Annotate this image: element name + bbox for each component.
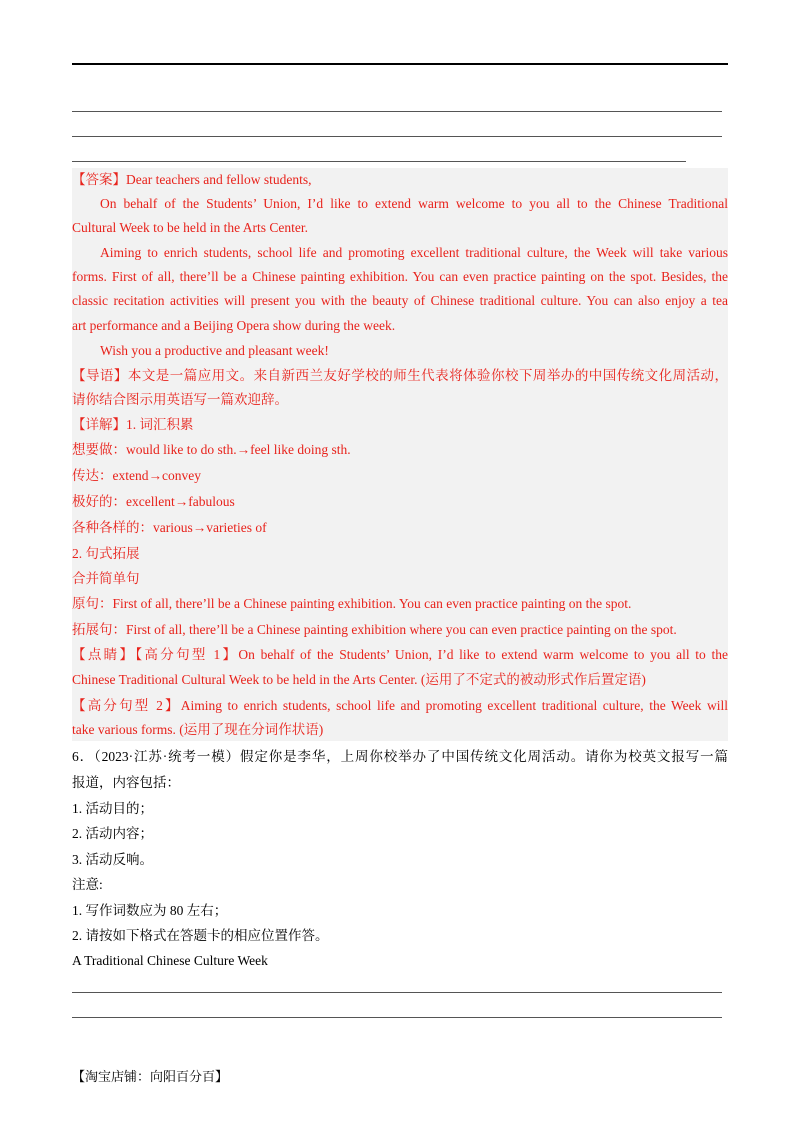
top-rule	[72, 63, 728, 65]
answer-line-4	[72, 992, 722, 993]
answer-para1-line2: Cultural Week to be held in the Arts Center.	[72, 220, 308, 235]
answer-closing: Wish you a productive and pleasant week!	[100, 343, 329, 358]
extended-sentence: 拓展句：First of all, there’ll be a Chinese painting exhibition where you can even practice painting on the spot.	[72, 622, 677, 637]
note-title: 注意:	[72, 877, 103, 892]
content-item-1: 1. 活动目的；	[72, 801, 153, 816]
question-6-line1: 6．（2023·江苏·统考一模）假定你是李华，上周你校举办了中国传统文化周活动。请你为校英文报写一篇	[72, 749, 728, 764]
note-item-2: 2. 请按如下格式在答题卡的相应位置作答。	[72, 928, 329, 943]
point-line2: Chinese Traditional Cultural Week to be held in the Arts Center. (运用了不定式的被动形式作后置定语)	[72, 672, 646, 687]
point-line4: take various forms. (运用了现在分词作状语)	[72, 722, 324, 737]
answer-para2-line2: forms. First of all, there’ll be a Chinese painting exhibition. You can even practice painting on the spot. Besides, the	[72, 269, 728, 284]
footer-shop-label: 【淘宝店铺：向阳百分百】	[72, 1070, 229, 1085]
answer-greeting: 【答案】Dear teachers and fellow students,	[72, 172, 312, 187]
answer-line-5	[72, 1017, 722, 1018]
guide-line1: 【导语】本文是一篇应用文。来自新西兰友好学校的师生代表将体验你校下周举办的中国传统文化周活动，	[72, 368, 728, 383]
answer-para2-line4: art performance and a Beijing Opera show during the week.	[72, 318, 396, 333]
vocab-item-1: 想要做：would like to do sth.→feel like doing sth.	[72, 442, 351, 457]
vocab-item-2: 传达：extend→convey	[72, 468, 201, 483]
detail-title: 【详解】1. 词汇积累	[72, 417, 194, 432]
essay-heading: A Traditional Chinese Culture Week	[72, 953, 268, 968]
original-sentence: 原句：First of all, there’ll be a Chinese painting exhibition. You can even practice painting on the spot.	[72, 596, 632, 611]
point-line1: 【点睛】【高分句型 1】On behalf of the Students’ Union, I’d like to extend warm welcome to you all to the	[72, 647, 728, 662]
vocab-item-4: 各种各样的：various→varieties of	[72, 520, 267, 535]
guide-line2: 请你结合图示用英语写一篇欢迎辞。	[72, 392, 288, 407]
content-item-3: 3. 活动反响。	[72, 852, 153, 867]
answer-line-2	[72, 136, 722, 137]
vocab-item-3: 极好的：excellent→fabulous	[72, 494, 235, 509]
content-item-2: 2. 活动内容；	[72, 826, 153, 841]
question-6-line2: 报道，内容包括：	[72, 775, 180, 790]
note-item-1: 1. 写作词数应为 80 左右；	[72, 903, 228, 918]
point-line3: 【高分句型 2】Aiming to enrich students, school life and promoting excellent traditional culture, the Week will	[72, 698, 728, 713]
answer-para1-line1: On behalf of the Students’ Union, I’d like to extend warm welcome to you all to the Chinese Traditional	[100, 196, 728, 211]
answer-para2-line3: classic recitation activities will present you with the beauty of Chinese traditional culture. You can also enjoy a tea	[72, 293, 728, 308]
answer-line-1	[72, 111, 722, 112]
answer-line-3	[72, 161, 686, 162]
answer-para2-line1: Aiming to enrich students, school life and promoting excellent traditional culture, the Week will take various	[100, 245, 728, 260]
sentence-title: 2. 句式拓展	[72, 546, 140, 561]
sentence-subtitle: 合并简单句	[72, 571, 140, 586]
